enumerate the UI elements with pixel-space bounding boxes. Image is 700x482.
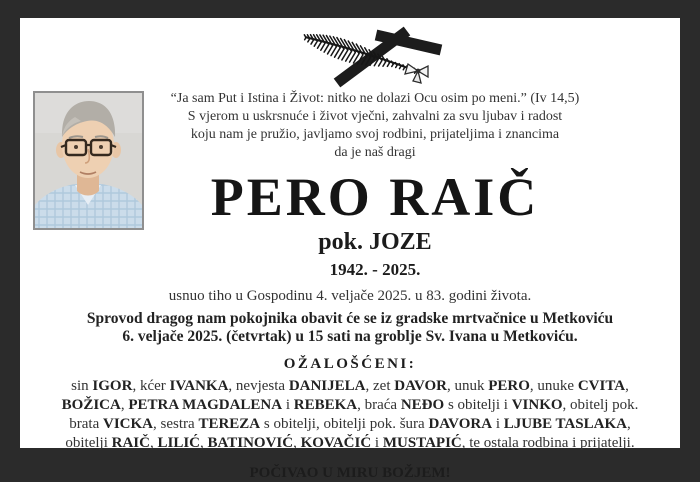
relation-text: , zet [365, 377, 395, 394]
mourner-name: BATINOVIĆ [207, 434, 294, 451]
mourner-name: LILIĆ [157, 434, 201, 451]
relation-text: , kćer [132, 377, 170, 394]
notice-body [26, 287, 674, 482]
mourner-name: DANIJELA [288, 377, 366, 394]
mourner-name: TEREZA [198, 415, 261, 432]
patronymic: pok. JOZE [318, 229, 432, 255]
relation-text: , [149, 434, 158, 451]
closing-blessing: POČIVAO U MIRU BOŽJEM! [249, 464, 451, 481]
mourner-name: KOVAČIĆ [300, 434, 372, 451]
mourner-name: IGOR [92, 377, 133, 394]
relation-text: , [120, 396, 129, 413]
relation-text: obitelji [65, 434, 112, 451]
mourner-name: IVANKA [169, 377, 229, 394]
mourner-name: LJUBE TASLAKA [503, 415, 627, 432]
deceased-name: PERO RAIČ [210, 167, 540, 227]
mourners-list [26, 377, 674, 453]
relation-text: , [200, 434, 208, 451]
emblem-row [148, 24, 602, 88]
portrait-photo [33, 91, 144, 230]
relation-text: , unuke [529, 377, 578, 394]
intro-text [148, 108, 602, 162]
relation-text: , [625, 377, 629, 394]
mourner-name: VICKA [103, 415, 154, 432]
life-years: 1942. - 2025. [329, 260, 421, 280]
mourners-line [26, 377, 674, 396]
relation-text: sin [71, 377, 93, 394]
funeral-details [26, 310, 674, 346]
portrait-illustration [35, 93, 142, 228]
mourner-name: REBEKA [293, 396, 358, 413]
scripture-quote: “Ja sam Put i Istina i Život: nitko ne dolazi Ocu osim po meni.” (Iv 14,5) [170, 91, 580, 106]
mourners-line [26, 415, 674, 434]
relation-text: brata [69, 415, 104, 432]
mourner-name: DAVORA [428, 415, 493, 432]
relation-text: , sestra [153, 415, 199, 432]
mourner-name: VINKO [511, 396, 563, 413]
mourner-name: MUSTAPIĆ [382, 434, 462, 451]
relation-text: , braća [357, 396, 401, 413]
relation-text: , obitelj pok. [562, 396, 639, 413]
mourners-line [26, 396, 674, 415]
cross-with-branch-icon [300, 24, 450, 88]
relation-text: s obitelji i [444, 396, 512, 413]
mourner-name: PETRA MAGDALENA [128, 396, 283, 413]
ribbon-bow-icon [405, 64, 428, 83]
relation-text: , [293, 434, 301, 451]
relation-text: i [282, 396, 294, 413]
death-announcement: usnuo tiho u Gospodinu 4. veljače 2025. u 83. godini života. [168, 287, 532, 304]
mourner-name: DAVOR [394, 377, 447, 394]
relation-text: i [492, 415, 504, 432]
memorial-card [20, 18, 680, 481]
mourner-name: NEĐO [400, 396, 445, 413]
mourner-name: BOŽICA [61, 396, 121, 413]
text-line: Sprovod dragog nam pokojnika obavit će se iz gradske mrtvačnice u Metkoviću [86, 309, 614, 327]
mourners-heading: OŽALOŠĆENI: [283, 355, 417, 372]
relation-text: , nevjesta [228, 377, 289, 394]
relation-text: s obitelji, obitelji pok. šura [260, 415, 429, 432]
intro-column [148, 90, 602, 281]
relation-text: , te ostala rodbina i prijatelji. [461, 434, 635, 451]
mourner-name: RAIČ [111, 434, 150, 451]
relation-text: , [626, 415, 631, 432]
text-line: da je naš dragi [334, 145, 416, 160]
text-line: 6. veljače 2025. (četvrtak) u 15 sati na groblje Sv. Ivana u Metkoviću. [122, 327, 578, 345]
mourner-name: CVITA [577, 377, 626, 394]
text-line: S vjerom u uskrsnuće i život vječni, zahvalni za svu ljubav i radost [187, 109, 563, 124]
mourner-name: PERO [488, 377, 530, 394]
mourners-line [26, 434, 674, 453]
text-line: koju nam je pružio, javljamo svoj rodbini, prijateljima i znancima [190, 127, 560, 142]
relation-text: , unuk [447, 377, 489, 394]
relation-text: i [371, 434, 383, 451]
